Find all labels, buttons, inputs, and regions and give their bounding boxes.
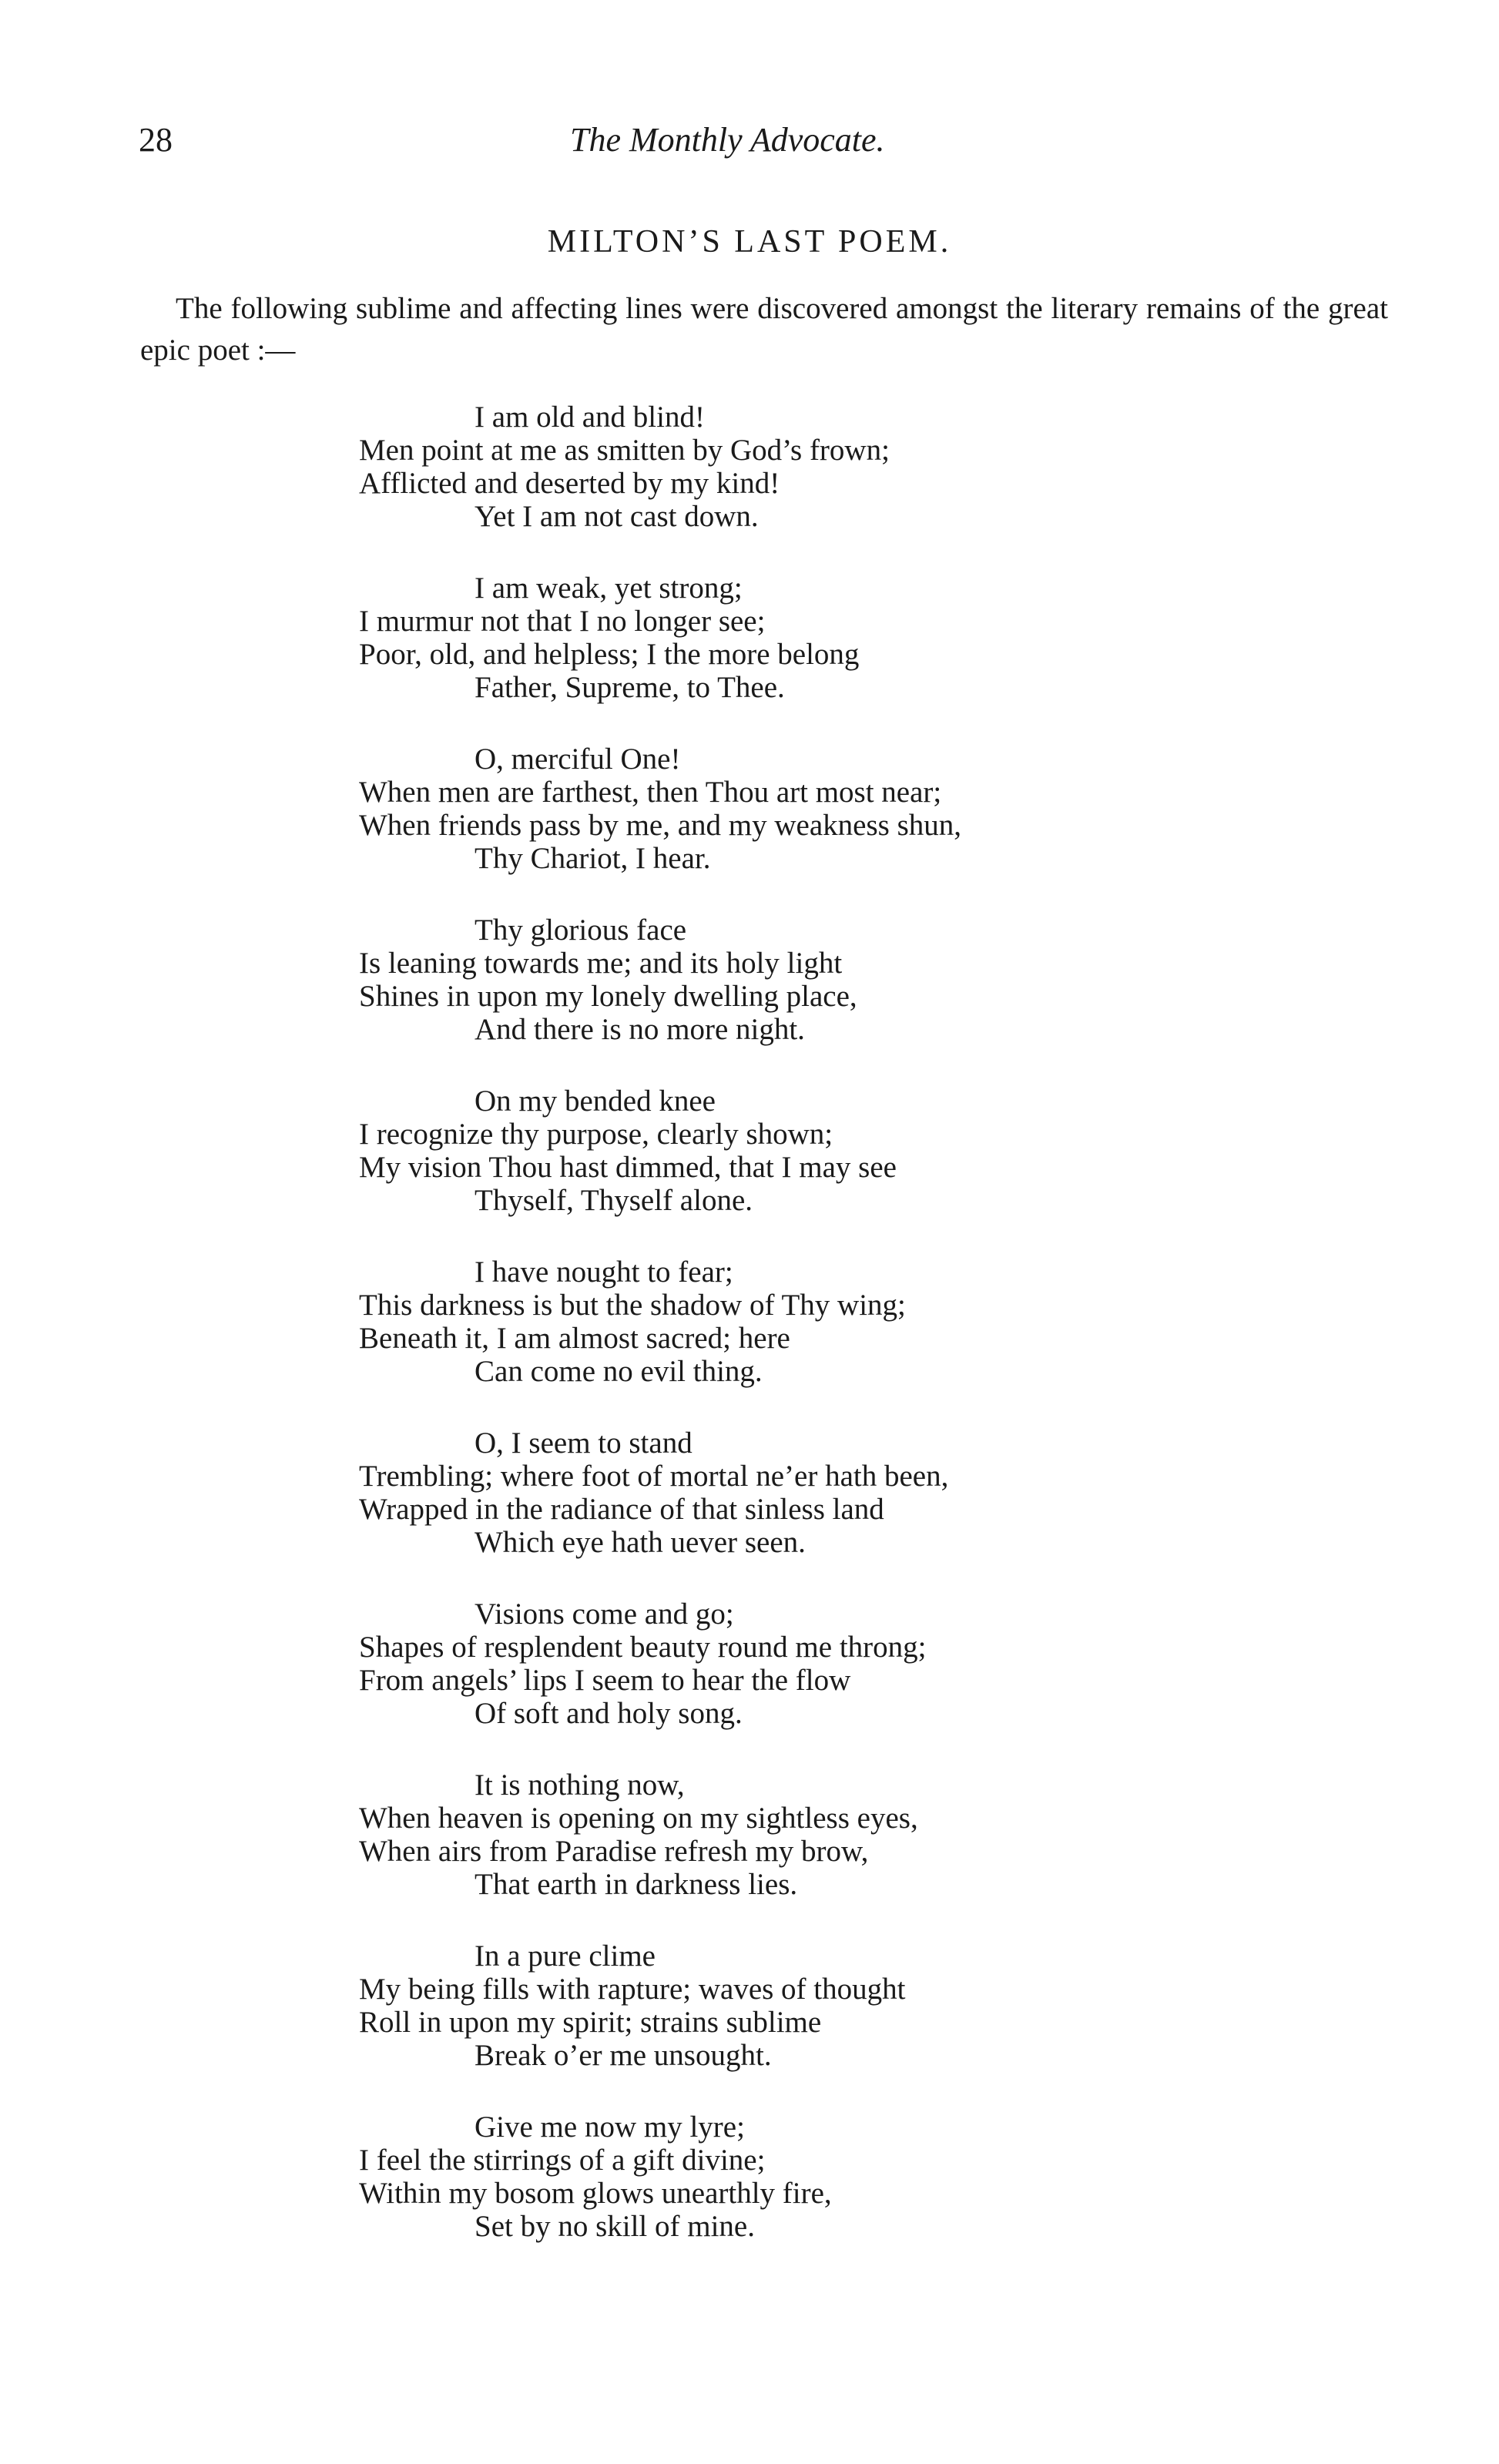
poem-line: Beneath it, I am almost sacred; here bbox=[359, 1322, 790, 1355]
poem-line: Set by no skill of mine. bbox=[475, 2210, 755, 2243]
stanza bbox=[359, 572, 1206, 704]
stanza bbox=[359, 2110, 1206, 2243]
page-number: 28 bbox=[139, 121, 173, 159]
poem-line: I have nought to fear; bbox=[475, 1255, 733, 1289]
poem-line: It is nothing now, bbox=[475, 1768, 685, 1802]
poem-line: I murmur not that I no longer see; bbox=[359, 605, 766, 638]
stanza bbox=[359, 1255, 1206, 1388]
poem-line: My being fills with rapture; waves of thought bbox=[359, 1973, 906, 2006]
poem-line: Give me now my lyre; bbox=[475, 2110, 745, 2144]
poem-line: Is leaning towards me; and its holy light bbox=[359, 947, 843, 980]
poem-line: On my bended knee bbox=[475, 1084, 716, 1118]
poem-title: MILTON’S LAST POEM. bbox=[547, 224, 952, 260]
stanza bbox=[359, 1768, 1206, 1901]
stanza bbox=[359, 914, 1206, 1046]
poem-line: When friends pass by me, and my weakness shun, bbox=[359, 809, 961, 842]
poem-line: I am old and blind! bbox=[475, 401, 705, 434]
poem-line: I recognize thy purpose, clearly shown; bbox=[359, 1118, 833, 1151]
stanza bbox=[359, 1597, 1206, 1730]
poem-line: When heaven is opening on my sightless eyes, bbox=[359, 1802, 918, 1835]
poem-line: Wrapped in the radiance of that sinless land bbox=[359, 1493, 884, 1526]
poem-line: When airs from Paradise refresh my brow, bbox=[359, 1835, 869, 1868]
poem-line: Break o’er me unsought. bbox=[475, 2039, 772, 2072]
poem-line: O, I seem to stand bbox=[475, 1426, 692, 1460]
stanza bbox=[359, 743, 1206, 875]
stanza bbox=[359, 1084, 1206, 1217]
poem-line: Shapes of resplendent beauty round me throng; bbox=[359, 1631, 927, 1664]
poem-line: Thyself, Thyself alone. bbox=[475, 1184, 753, 1217]
poem-line: Thy Chariot, I hear. bbox=[475, 842, 711, 875]
poem-line: Poor, old, and helpless; I the more belong bbox=[359, 638, 860, 671]
poem-line: I feel the stirrings of a gift divine; bbox=[359, 2144, 766, 2177]
page-header bbox=[139, 120, 1371, 166]
poem-line: Can come no evil thing. bbox=[475, 1355, 763, 1388]
poem-line: That earth in darkness lies. bbox=[475, 1868, 798, 1901]
poem-line: I am weak, yet strong; bbox=[475, 572, 743, 605]
poem-line: This darkness is but the shadow of Thy wing; bbox=[359, 1289, 906, 1322]
poem-line: Trembling; where foot of mortal ne’er hath been, bbox=[359, 1460, 949, 1493]
stanza bbox=[359, 1426, 1206, 1559]
poem-body bbox=[359, 401, 1206, 2281]
poem-line: Which eye hath uever seen. bbox=[475, 1526, 806, 1559]
poem-line: Thy glorious face bbox=[475, 914, 687, 947]
running-head: The Monthly Advocate. bbox=[570, 121, 885, 159]
poem-line: O, merciful One! bbox=[475, 743, 681, 776]
poem-line: My vision Thou hast dimmed, that I may see bbox=[359, 1151, 897, 1184]
poem-line: When men are farthest, then Thou art most near; bbox=[359, 776, 942, 809]
poem-line: Yet I am not cast down. bbox=[475, 500, 759, 533]
poem-line: Shines in upon my lonely dwelling place, bbox=[359, 980, 857, 1013]
poem-line: Roll in upon my spirit; strains sublime bbox=[359, 2006, 822, 2039]
poem-line: And there is no more night. bbox=[475, 1013, 805, 1046]
poem-line: Visions come and go; bbox=[475, 1597, 734, 1631]
stanza bbox=[359, 401, 1206, 533]
poem-line: From angels’ lips I seem to hear the flow bbox=[359, 1664, 851, 1697]
poem-line: Men point at me as smitten by God’s frown; bbox=[359, 434, 890, 467]
poem-line: Afflicted and deserted by my kind! bbox=[359, 467, 780, 500]
poem-line: In a pure clime bbox=[475, 1939, 656, 1973]
stanza bbox=[359, 1939, 1206, 2072]
poem-line: Of soft and holy song. bbox=[475, 1697, 743, 1730]
poem-line: Within my bosom glows unearthly fire, bbox=[359, 2177, 832, 2210]
poem-line: Father, Supreme, to Thee. bbox=[475, 671, 785, 704]
intro-paragraph: The following sublime and affecting lines were discovered amongst the literary remains of the great epic poet :— bbox=[140, 292, 1388, 367]
